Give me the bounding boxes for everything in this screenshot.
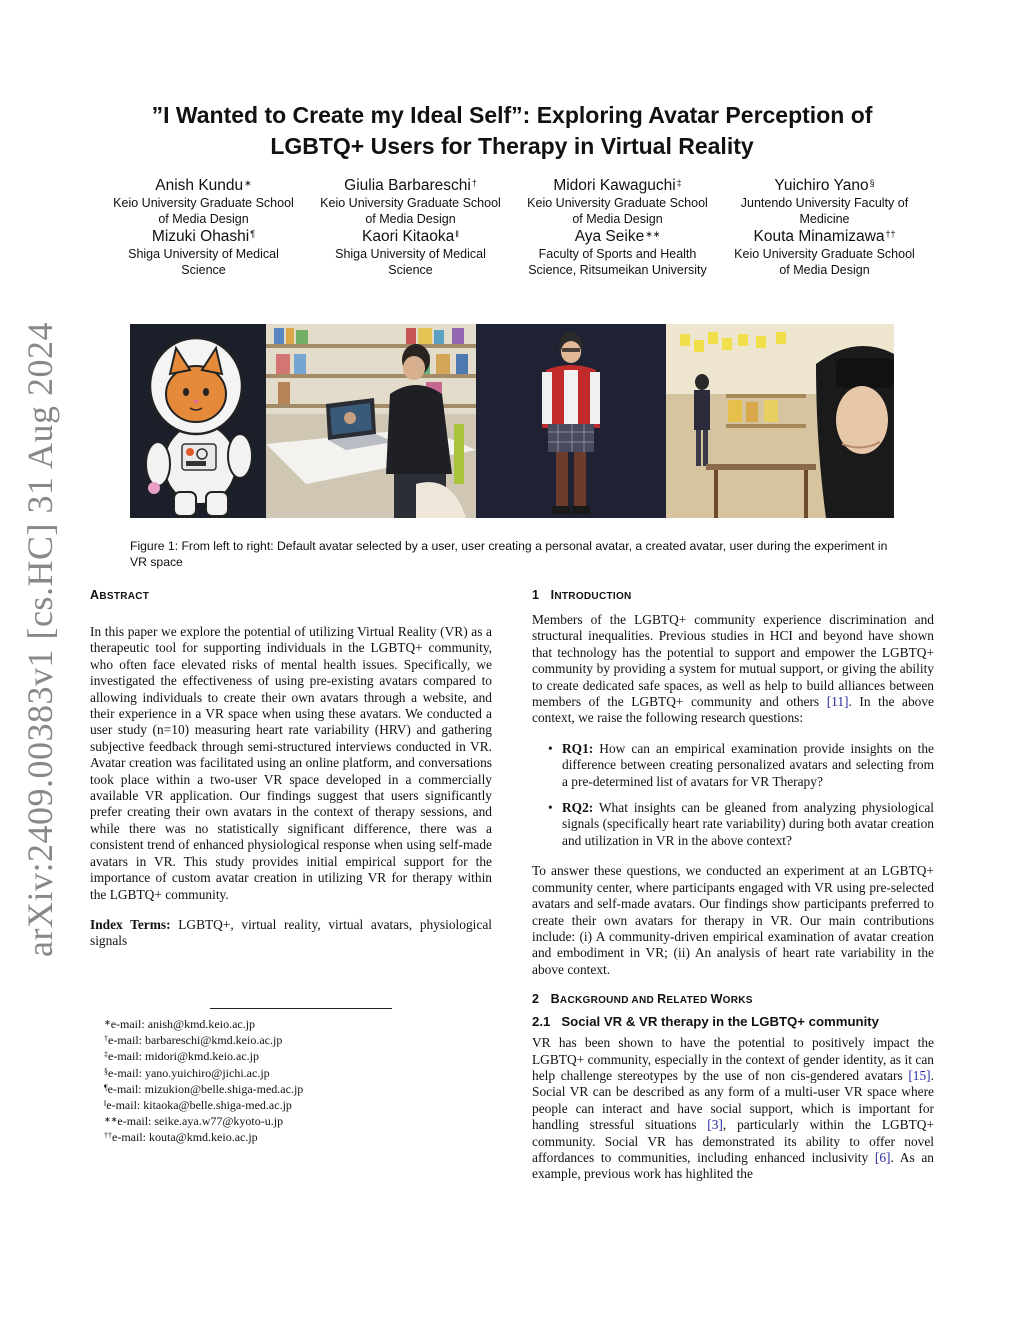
author-block [307, 176, 514, 227]
index-terms-text: LGBTQ+, virtual reality, virtual avatars, physiological signals [90, 916, 492, 949]
author-mark: †† [885, 229, 896, 239]
rq2-item: • RQ2: What insights can be gleaned from analyzing physiological signals (specifically heart rate variability) during both avatar creation and utilization in VR in the above context? [562, 800, 934, 849]
author-affiliation: Faculty of Sports and Health Science, Ritsumeikan University [528, 247, 707, 277]
citation-link[interactable]: [6] [874, 1149, 891, 1165]
footnote-divider [210, 1008, 392, 1009]
author-mark: † [471, 178, 477, 188]
research-questions [532, 741, 934, 849]
author-mark: ∗∗ [645, 229, 661, 239]
author-name: Kaori Kitaoka [362, 228, 455, 245]
author-name: Yuichiro Yano [774, 177, 869, 194]
background-heading: 2 BACKGROUND AND RELATED WORKS [532, 992, 753, 1007]
author-mark: ∗ [244, 178, 252, 188]
footnote: ∗∗e-mail: seike.aya.w77@kyoto-u.jp [104, 1114, 284, 1129]
author-mark: ¶ [250, 229, 256, 239]
author-block [514, 176, 721, 227]
citation-link[interactable]: [3] [707, 1117, 723, 1133]
author-mark: ‡ [676, 178, 682, 188]
right-column [532, 588, 934, 1183]
footnote: ∗e-mail: anish@kmd.keio.ac.jp [104, 1017, 256, 1031]
author-name: Midori Kawaguchi [553, 177, 676, 194]
author-name: Aya Seike [574, 228, 645, 245]
author-block [100, 227, 307, 278]
footnote: ‖e-mail: kitaoka@belle.shiga-med.ac.jp [104, 1098, 292, 1113]
teaser-figure [130, 324, 894, 518]
avatar-astronaut-cat-image [130, 324, 266, 518]
introduction-heading: 1 INTRODUCTION [532, 588, 632, 602]
user-creating-avatar-photo [266, 324, 476, 518]
author-list [100, 176, 930, 278]
author-affiliation: Juntendo University Faculty of Medicine [740, 196, 909, 226]
author-block [100, 176, 307, 227]
left-column [90, 588, 492, 950]
author-block [514, 227, 721, 278]
footnote: ‡e-mail: midori@kmd.keio.ac.jp [104, 1049, 260, 1064]
vr-experiment-photo [666, 324, 894, 518]
footnote: ††e-mail: kouta@kmd.keio.ac.jp [104, 1130, 258, 1145]
background-paragraph: VR has been shown to have the potential to positively impact the LGBTQ+ community, especially in the context of gender identity, as it can help challenge stereotypes by the use of non cis-gendered avatars [15]. Social VR can be described as any form of a multi-user VR space where people can interact and have social support, which is important for handling stressful situations [3], particularly within the LGBTQ+ community. Social VR has demonstrated its ability to offer novel affordances to communities, including enhanced inclusivity [6]. As an example, previous work has highlited the [532, 1035, 934, 1182]
author-mark: § [869, 178, 875, 188]
author-name: Kouta Minamizawa [753, 228, 885, 245]
abstract-heading: ABSTRACT [90, 588, 150, 602]
intro-paragraph: Members of the LGBTQ+ community experience discrimination and structural inequalities. Previous studies in HCI and beyond have shown that technology has the potential to support and empower the LGBTQ+ community by providing a system for mutual support, or giving the ability to create dedicated safe spaces, as well as help to build alliances between members of the LGBTQ+ community and others [11]. In the above context, we raise the following research questions: [532, 612, 934, 726]
author-name: Mizuki Ohashi [151, 228, 250, 245]
author-affiliation: Shiga University of Medical Science [128, 247, 279, 277]
index-terms [90, 917, 492, 950]
footnote: §e-mail: yano.yuichiro@jichi.ac.jp [104, 1065, 270, 1080]
created-avatar-image [476, 324, 666, 518]
citation-link[interactable]: [15] [908, 1067, 931, 1083]
subsection-heading: 2.1 Social VR & VR therapy in the LGBTQ+ community [532, 1014, 879, 1030]
footnote-list [104, 1016, 484, 1146]
author-block [307, 227, 514, 278]
intro-paragraph: To answer these questions, we conducted an experiment at an LGBTQ+ community center, where participants engaged with VR using pre-selected avatars and self-made avatars. Our findings show participants preferred to create their own avatars for therapy in VR. Our main contributions include: (i) A community-driven empirical examination of avatar creation and embodiment in VR; (ii) An analysis of heart rate variability in the above context. [532, 863, 934, 977]
author-block [721, 227, 928, 278]
author-affiliation: Keio University Graduate School of Media Design [527, 196, 708, 226]
footnote: †e-mail: barbareschi@kmd.keio.ac.jp [104, 1033, 283, 1048]
author-affiliation: Keio University Graduate School of Media Design [320, 196, 501, 226]
author-affiliation: Keio University Graduate School of Media Design [113, 196, 294, 226]
author-name: Anish Kundu [155, 177, 244, 194]
citation-link[interactable]: [11] [826, 694, 849, 710]
index-terms-label: Index Terms: [90, 916, 171, 932]
author-block [721, 176, 928, 227]
figure-caption: Figure 1: From left to right: Default avatar selected by a user, user creating a personal avatar, a created avatar, user during the experiment in VR space [130, 539, 888, 569]
footnote: ¶e-mail: mizukion@belle.shiga-med.ac.jp [104, 1081, 304, 1096]
author-mark: ‖ [455, 229, 459, 239]
rq1-item: • RQ1: How can an empirical examination provide insights on the difference between creating personalized avatars and selecting from a pre-determined list of avatars for VR Therapy? [562, 741, 934, 790]
arxiv-stamp: arXiv:2409.00383v1 [cs.HC] 31 Aug 2024 [20, 322, 60, 958]
author-affiliation: Keio University Graduate School of Media Design [734, 247, 915, 277]
abstract-text: In this paper we explore the potential of utilizing Virtual Reality (VR) as a therapeutic tool for supporting individuals in the LGBTQ+ community, who often face elevated risks of mental health issues. Specifically, we investigated the effectiveness of using pre-existing avatars compared to allowing individuals to create their own avatars through a website, and their experience in a VR space when using these avatars. We conducted a user study (n=10) measuring heart rate variability (HRV) and gathering subjective feedback through semi-structured interviews conducted in VR. Avatar creation was facilitated using an online platform, and conversations took place within a two-user VR space developed in a commercially available VR application. Our findings suggest that users significantly prefer creating their own avatars in the context of therapy sessions, and while there was no statistically significant difference, there was a consistent trend of enhanced physiological response when using self-made avatars in VR. This study provides initial empirical support for the importance of custom avatar creation in utilizing VR for therapy within the LGBTQ+ community. [90, 624, 492, 902]
author-name: Giulia Barbareschi [344, 177, 471, 194]
author-affiliation: Shiga University of Medical Science [335, 247, 486, 277]
paper-title: ”I Wanted to Create my Ideal Self”: Exploring Avatar Perception of LGBTQ+ Users for Therapy in Virtual Reality [151, 102, 873, 159]
